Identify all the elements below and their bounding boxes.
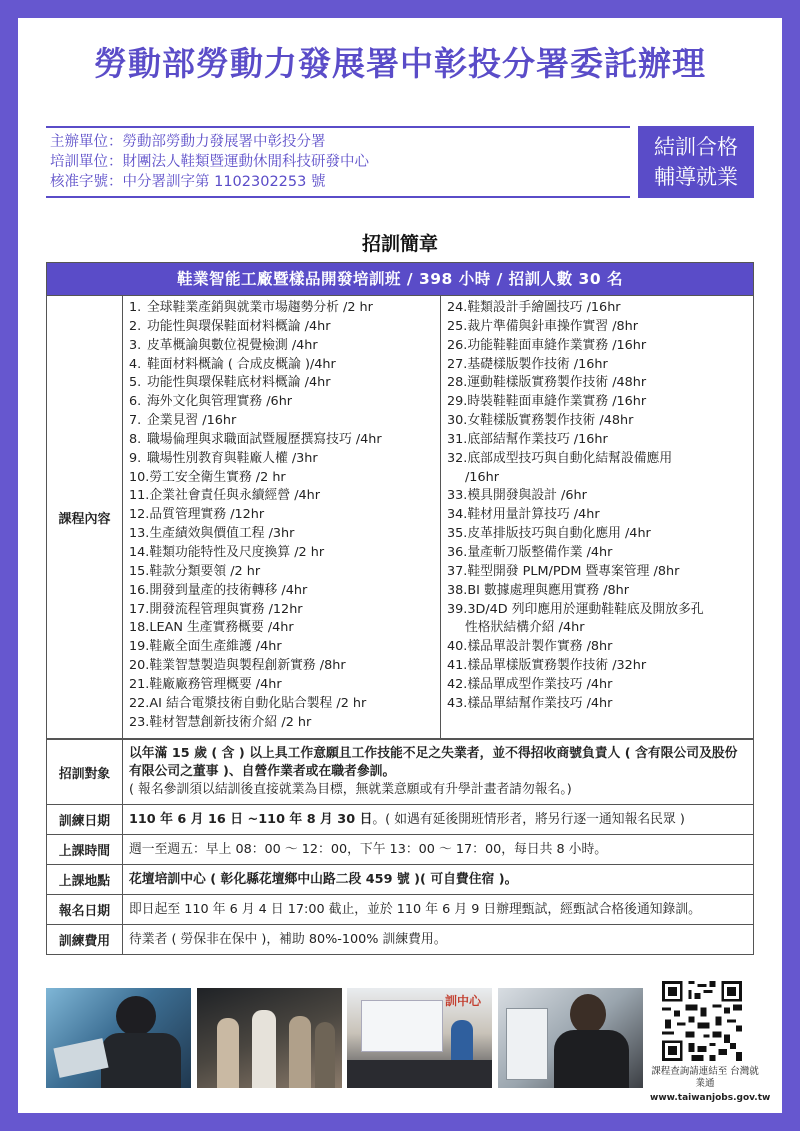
organizer-box [46,126,630,198]
course-item-text: 樣品單成型作業技巧 /4hr [467,676,613,692]
course-item [129,657,440,676]
course-item-number: 10. [129,469,150,485]
approval-line: 核准字號：中分署訓字第 1102302253 號 [50,174,326,190]
course-item [447,450,753,469]
course-item [129,676,440,695]
course-item-number: 39. [447,601,468,617]
course-item [447,374,753,393]
course-item-text: 生產績效與價值工程 /3hr [149,526,295,542]
course-item-number: 7. [129,413,142,429]
course-item-text: 樣品單樣版實務製作技術 /32hr [467,658,647,674]
course-item-text: 模具開發與設計 /6hr [467,488,587,504]
course-item-number: 15. [129,563,150,579]
fee-value: 待業者 ( 勞保非在保中 )，補助 80%-100% 訓練費用。 [123,925,754,955]
course-item-number: 18. [129,620,150,636]
target-label: 招訓對象 [47,740,123,805]
location-label: 上課地點 [47,865,123,895]
host-line: 主辦單位：勞動部勞動力發展署中彰投分署 [50,134,326,150]
course-item-text: 鞋款分類要領 /2 hr [149,563,261,579]
course-item-text: 開發流程管理與實務 /12hr [149,601,303,617]
course-item-number: 17. [129,601,150,617]
course-item [129,563,440,582]
course-item [129,601,440,620]
course-item-continuation: 性格狀結構介紹 /4hr [465,620,585,636]
course-item-text: 勞工安全衛生實務 /2 hr [149,469,286,485]
course-item-text: 鞋廠廠務管理概要 /4hr [149,676,282,692]
course-item [447,393,753,412]
course-item-text: 海外文化與管理實務 /6hr [147,394,293,410]
qr-caption: 課程查詢請連結至 台灣就業通 [651,1066,759,1089]
course-item [447,563,753,582]
course-item-text: 鞋類功能特性及尺度換算 /2 hr [149,544,325,560]
course-item-number: 8. [129,431,142,447]
photo-instructor-machine [498,988,643,1088]
course-item-text: 鞋型開發 PLM/PDM 暨專案管理 /8hr [467,563,680,579]
course-item [447,299,753,318]
course-item-text: 功能性與環保鞋面材料概論 /4hr [147,318,331,334]
course-item-number: 25. [447,318,468,334]
course-item-number: 29. [447,394,468,410]
course-item-number: 35. [447,526,468,542]
badge-line-2: 輔導就業 [654,165,738,189]
course-item [129,695,440,714]
badge-line-1: 結訓合格 [654,135,738,159]
course-item-number: 28. [447,375,468,391]
dates-value [123,805,754,835]
course-item [129,544,440,563]
course-item-number: 23. [129,714,150,730]
qr-code[interactable] [659,978,745,1064]
course-item-number: 9. [129,450,142,466]
course-item [447,657,753,676]
course-item-number: 40. [447,639,468,655]
target-line-1: 以年滿 15 歲 ( 含 ) 以上具工作意願且工作技能不足之失業者，並不得招收商號負責人 ( 含有限公司及股份有限公司之董事 )、自營作業者或在職者參訓。 [129,746,738,779]
course-item [447,412,753,431]
course-item [447,582,753,601]
dates-rest: 。( 如遇有延後開班情形者，將另行逐一通知報名民眾 ) [372,811,685,827]
course-item [129,714,440,733]
course-item-number: 24. [447,300,468,315]
course-item-text: 時裝鞋鞋面車縫作業實務 /16hr [467,394,647,410]
course-item [129,506,440,525]
course-item-number: 6. [129,394,142,410]
trainer-line: 培訓單位：財團法人鞋類暨運動休閒科技研發中心 [50,154,369,170]
course-item [129,450,440,469]
course-item-number: 31. [447,431,468,447]
course-item-text: LEAN 生產實務概要 /4hr [149,620,294,636]
photo-workshop-sewing [46,988,191,1088]
course-item [129,469,440,488]
course-item-number: 21. [129,676,150,692]
course-item-number: 4. [129,356,142,372]
classroom-sign: 訓中心 [445,994,482,1008]
course-item-number: 32. [447,450,468,466]
course-item [447,544,753,563]
course-item-text: 鞋業智慧製造與製程創新實務 /8hr [149,658,346,674]
course-item [129,299,440,318]
course-item-text: 功能性與環保鞋底材料概論 /4hr [147,375,331,391]
course-item-text: 職場性別教育與鞋廠人權 /3hr [147,450,318,466]
course-item-number: 19. [129,639,150,655]
course-item [129,337,440,356]
course-item-number: 14. [129,544,150,560]
course-item [129,356,440,375]
course-item-text: 量產斬刀版整備作業 /4hr [467,544,613,560]
course-item [129,525,440,544]
course-item-number: 42. [447,676,468,692]
course-item [129,393,440,412]
course-item [129,431,440,450]
course-item-number: 27. [447,356,468,372]
course-item-text: 3D/4D 列印應用於運動鞋鞋底及開放多孔 [467,601,704,617]
registration-value: 即日起至 110 年 6 月 4 日 17:00 截止，並於 110 年 6 月 9 日辦理甄試，經甄試合格後通知錄訓。 [123,895,754,925]
course-item [129,374,440,393]
course-item-number: 38. [447,582,468,598]
course-item-continuation: /16hr [465,469,499,485]
course-item-number: 34. [447,507,468,523]
course-item-number: 16. [129,582,150,598]
qr-url[interactable]: www.taiwanjobs.gov.tw [650,1093,771,1103]
course-list-left [123,296,441,739]
dates-bold: 110 年 6 月 16 日 ~110 年 8 月 30 日 [129,811,373,827]
time-label: 上課時間 [47,835,123,865]
course-header: 鞋業智能工廠暨樣品開發培訓班 / 398 小時 / 招訓人數 30 名 [47,263,754,296]
fee-label: 訓練費用 [47,925,123,955]
course-item-number: 26. [447,337,468,353]
course-item-text: BI 數據處理與應用實務 /8hr [467,582,630,598]
course-item-number: 12. [129,507,150,523]
course-item-number: 22. [129,695,150,711]
course-table [46,262,754,739]
location-value: 花壇培訓中心 ( 彰化縣花壇鄉中山路二段 459 號 )( 可自費住宿 )。 [123,865,754,895]
course-item [447,601,753,620]
course-item-text: 鞋類設計手繪圖技巧 /16hr [467,300,621,315]
course-item-text: 企業社會責任與永續經營 /4hr [149,488,321,504]
course-item-text: 職場倫理與求職面試暨履歷撰寫技巧 /4hr [147,431,382,447]
info-table [46,739,754,955]
course-item-number: 43. [447,695,468,711]
course-item-text: 運動鞋樣版實務製作技術 /48hr [467,375,647,391]
course-item-number: 30. [447,413,468,429]
photo-classroom [347,988,492,1088]
course-item-number: 37. [447,563,468,579]
course-item-text: 底部結幫作業技巧 /16hr [467,431,608,447]
course-item-text: 皮革概論與數位視覺檢測 /4hr [147,337,318,353]
course-item-text: 鞋材智慧創新技術介紹 /2 hr [149,714,312,730]
poster-title: 勞動部勞動力發展署中彰投分署委託辦理 [94,44,706,83]
course-list-right [441,296,754,739]
course-item-number: 11. [129,488,150,504]
course-item-text: 開發到量產的技術轉移 /4hr [149,582,308,598]
course-item-text: 樣品單設計製作實務 /8hr [467,639,613,655]
registration-label: 報名日期 [47,895,123,925]
course-item-text: 企業見習 /16hr [147,413,237,429]
course-item [129,487,440,506]
course-item [447,638,753,657]
course-item-text: 功能鞋鞋面車縫作業實務 /16hr [467,337,647,353]
dates-label: 訓練日期 [47,805,123,835]
target-value [123,740,754,805]
section-title: 招訓簡章 [361,233,438,255]
course-item-text: 底部成型技巧與自動化結幫設備應用 [467,450,673,466]
course-item-number: 20. [129,658,150,674]
course-content-label: 課程內容 [47,296,123,739]
course-item-number: 36. [447,544,468,560]
course-item-text: 女鞋樣版實務製作技術 /48hr [467,413,634,429]
course-item-text: 皮革排版技巧與自動化應用 /4hr [467,526,651,542]
course-item [447,487,753,506]
course-item [447,356,753,375]
course-item-number: 2. [129,318,142,334]
course-item [129,582,440,601]
photo-factory-visit [197,988,342,1088]
course-item-text: 樣品單結幫作業技巧 /4hr [467,695,613,711]
course-item-text: 裁片準備與針車操作實習 /8hr [467,318,639,334]
course-item-text: 基礎樣版製作技術 /16hr [467,356,608,372]
course-item [447,676,753,695]
course-item-text: 鞋面材料概論 ( 合成皮概論 )/4hr [147,356,336,372]
course-item-text: 鞋廠全面生產維護 /4hr [149,639,282,655]
course-item [447,337,753,356]
employment-badge [638,126,754,198]
course-item-text: 全球鞋業產銷與就業市場趨勢分析 /2 hr [147,300,373,315]
course-item [129,638,440,657]
course-item-text: AI 結合電漿技術自動化貼合製程 /2 hr [149,695,367,711]
course-item-number: 5. [129,375,142,391]
course-item [447,318,753,337]
course-item-number: 41. [447,658,468,674]
course-item [129,619,440,638]
course-item-text: 鞋材用量計算技巧 /4hr [467,507,600,523]
course-item [129,318,440,337]
course-item [447,525,753,544]
course-item [129,412,440,431]
course-item-number: 13. [129,526,150,542]
course-item [447,506,753,525]
course-item-number: 33. [447,488,468,504]
course-item [447,431,753,450]
course-item-text: 品質管理實務 /12hr [149,507,265,523]
course-item-number: 1. [129,300,142,315]
target-line-2: ( 報名參訓須以結訓後直接就業為目標，無就業意願或有升學計畫者請勿報名。) [129,782,572,797]
time-value: 週一至週五：早上 08：00 ～ 12：00，下午 13：00 ～ 17：00，每日共 8 小時。 [123,835,754,865]
course-item [447,695,753,714]
course-item-number: 3. [129,337,142,353]
